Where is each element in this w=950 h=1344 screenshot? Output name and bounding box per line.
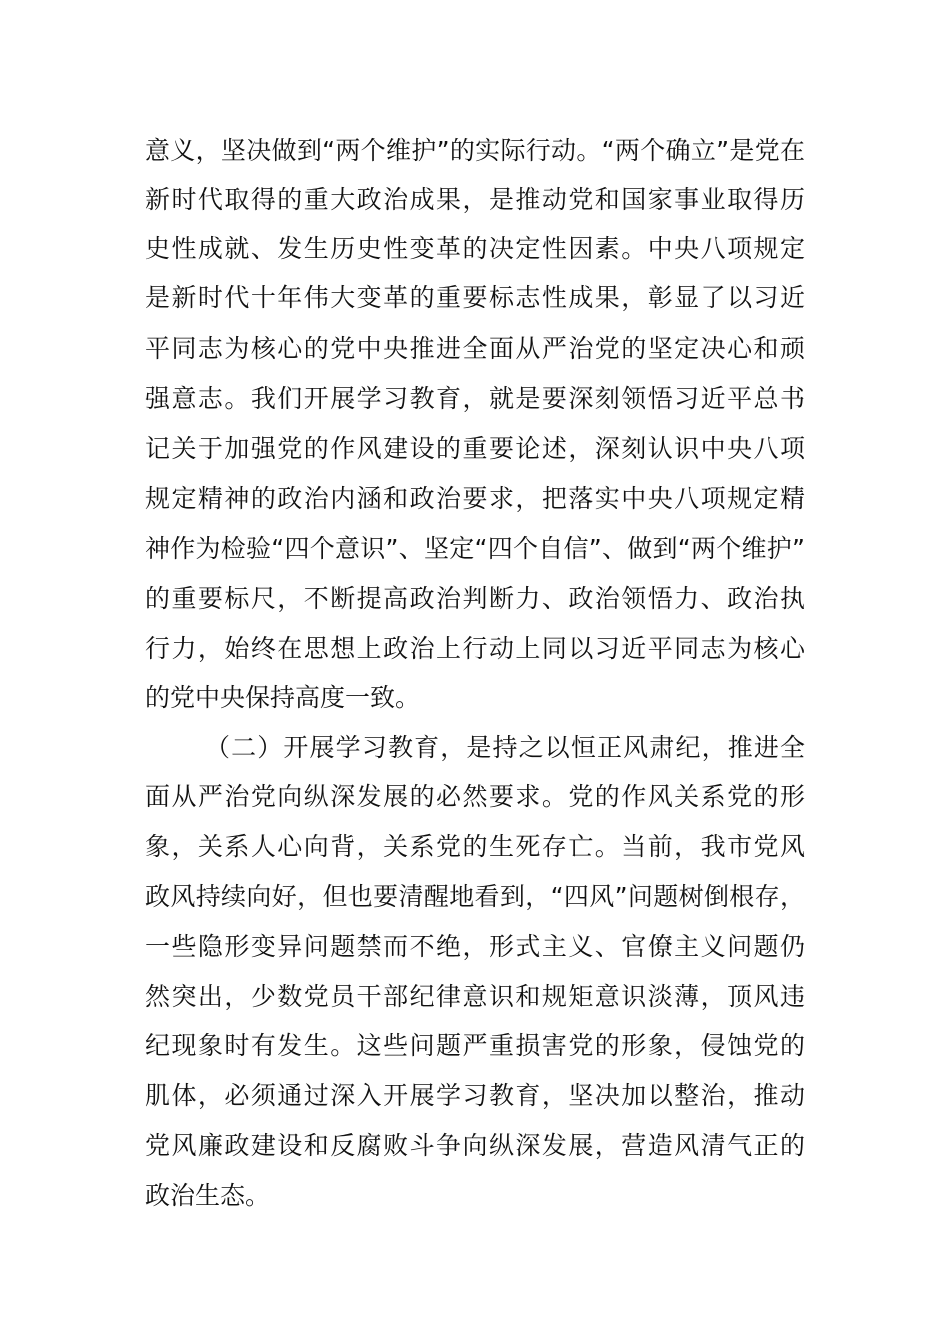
- paragraph-1-line-3: 史性成就、发生历史性变革的决定性因素。中央八项规定: [145, 234, 805, 263]
- paragraph-2-line-7: 纪现象时有发生。这些问题严重损害党的形象，侵蚀党的: [145, 1031, 805, 1060]
- paragraph-1-line-4: 是新时代十年伟大变革的重要标志性成果，彰显了以习近: [145, 283, 805, 312]
- paragraph-1-line-12: 的党中央保持高度一致。: [145, 683, 421, 712]
- paragraph-2-line-5: 一些隐形变异问题禁而不绝，形式主义、官僚主义问题仍: [145, 932, 805, 961]
- paragraph-1-line-10: 的重要标尺，不断提高政治判断力、政治领悟力、政治执: [145, 584, 805, 613]
- paragraph-1-line-11: 行力，始终在思想上政治上行动上同以习近平同志为核心: [145, 634, 805, 663]
- paragraph-1-line-1: 意义，坚决做到“两个维护”的实际行动。“两个确立”是党在: [145, 136, 805, 165]
- paragraph-2-line-6: 然突出，少数党员干部纪律意识和规矩意识淡薄，顶风违: [145, 982, 805, 1011]
- paragraph-2-line-2: 面从严治党向纵深发展的必然要求。党的作风关系党的形: [145, 782, 805, 811]
- paragraph-1-line-6: 强意志。我们开展学习教育，就是要深刻领悟习近平总书: [145, 384, 805, 413]
- paragraph-2-line-3: 象，关系人心向背，关系党的生死存亡。当前，我市党风: [145, 832, 805, 861]
- paragraph-2-line-8: 肌体，必须通过深入开展学习教育，坚决加以整治，推动: [145, 1081, 805, 1110]
- paragraph-1-line-2: 新时代取得的重大政治成果，是推动党和国家事业取得历: [145, 185, 805, 214]
- paragraph-1-line-5: 平同志为核心的党中央推进全面从严治党的坚定决心和顽: [145, 334, 805, 363]
- paragraph-2-line-1: （二）开展学习教育，是持之以恒正风肃纪，推进全: [205, 733, 805, 762]
- paragraph-2-line-10: 政治生态。: [145, 1181, 271, 1210]
- paragraph-1-line-8: 规定精神的政治内涵和政治要求，把落实中央八项规定精: [145, 484, 805, 513]
- paragraph-1-line-9: 神作为检验“四个意识”、坚定“四个自信”、做到“两个维护”: [145, 534, 805, 563]
- paragraph-2-line-9: 党风廉政建设和反腐败斗争向纵深发展，营造风清气正的: [145, 1131, 805, 1160]
- paragraph-1-line-7: 记关于加强党的作风建设的重要论述，深刻认识中央八项: [145, 434, 805, 463]
- paragraph-2-line-4: 政风持续向好，但也要清醒地看到，“四风”问题树倒根存，: [145, 882, 805, 911]
